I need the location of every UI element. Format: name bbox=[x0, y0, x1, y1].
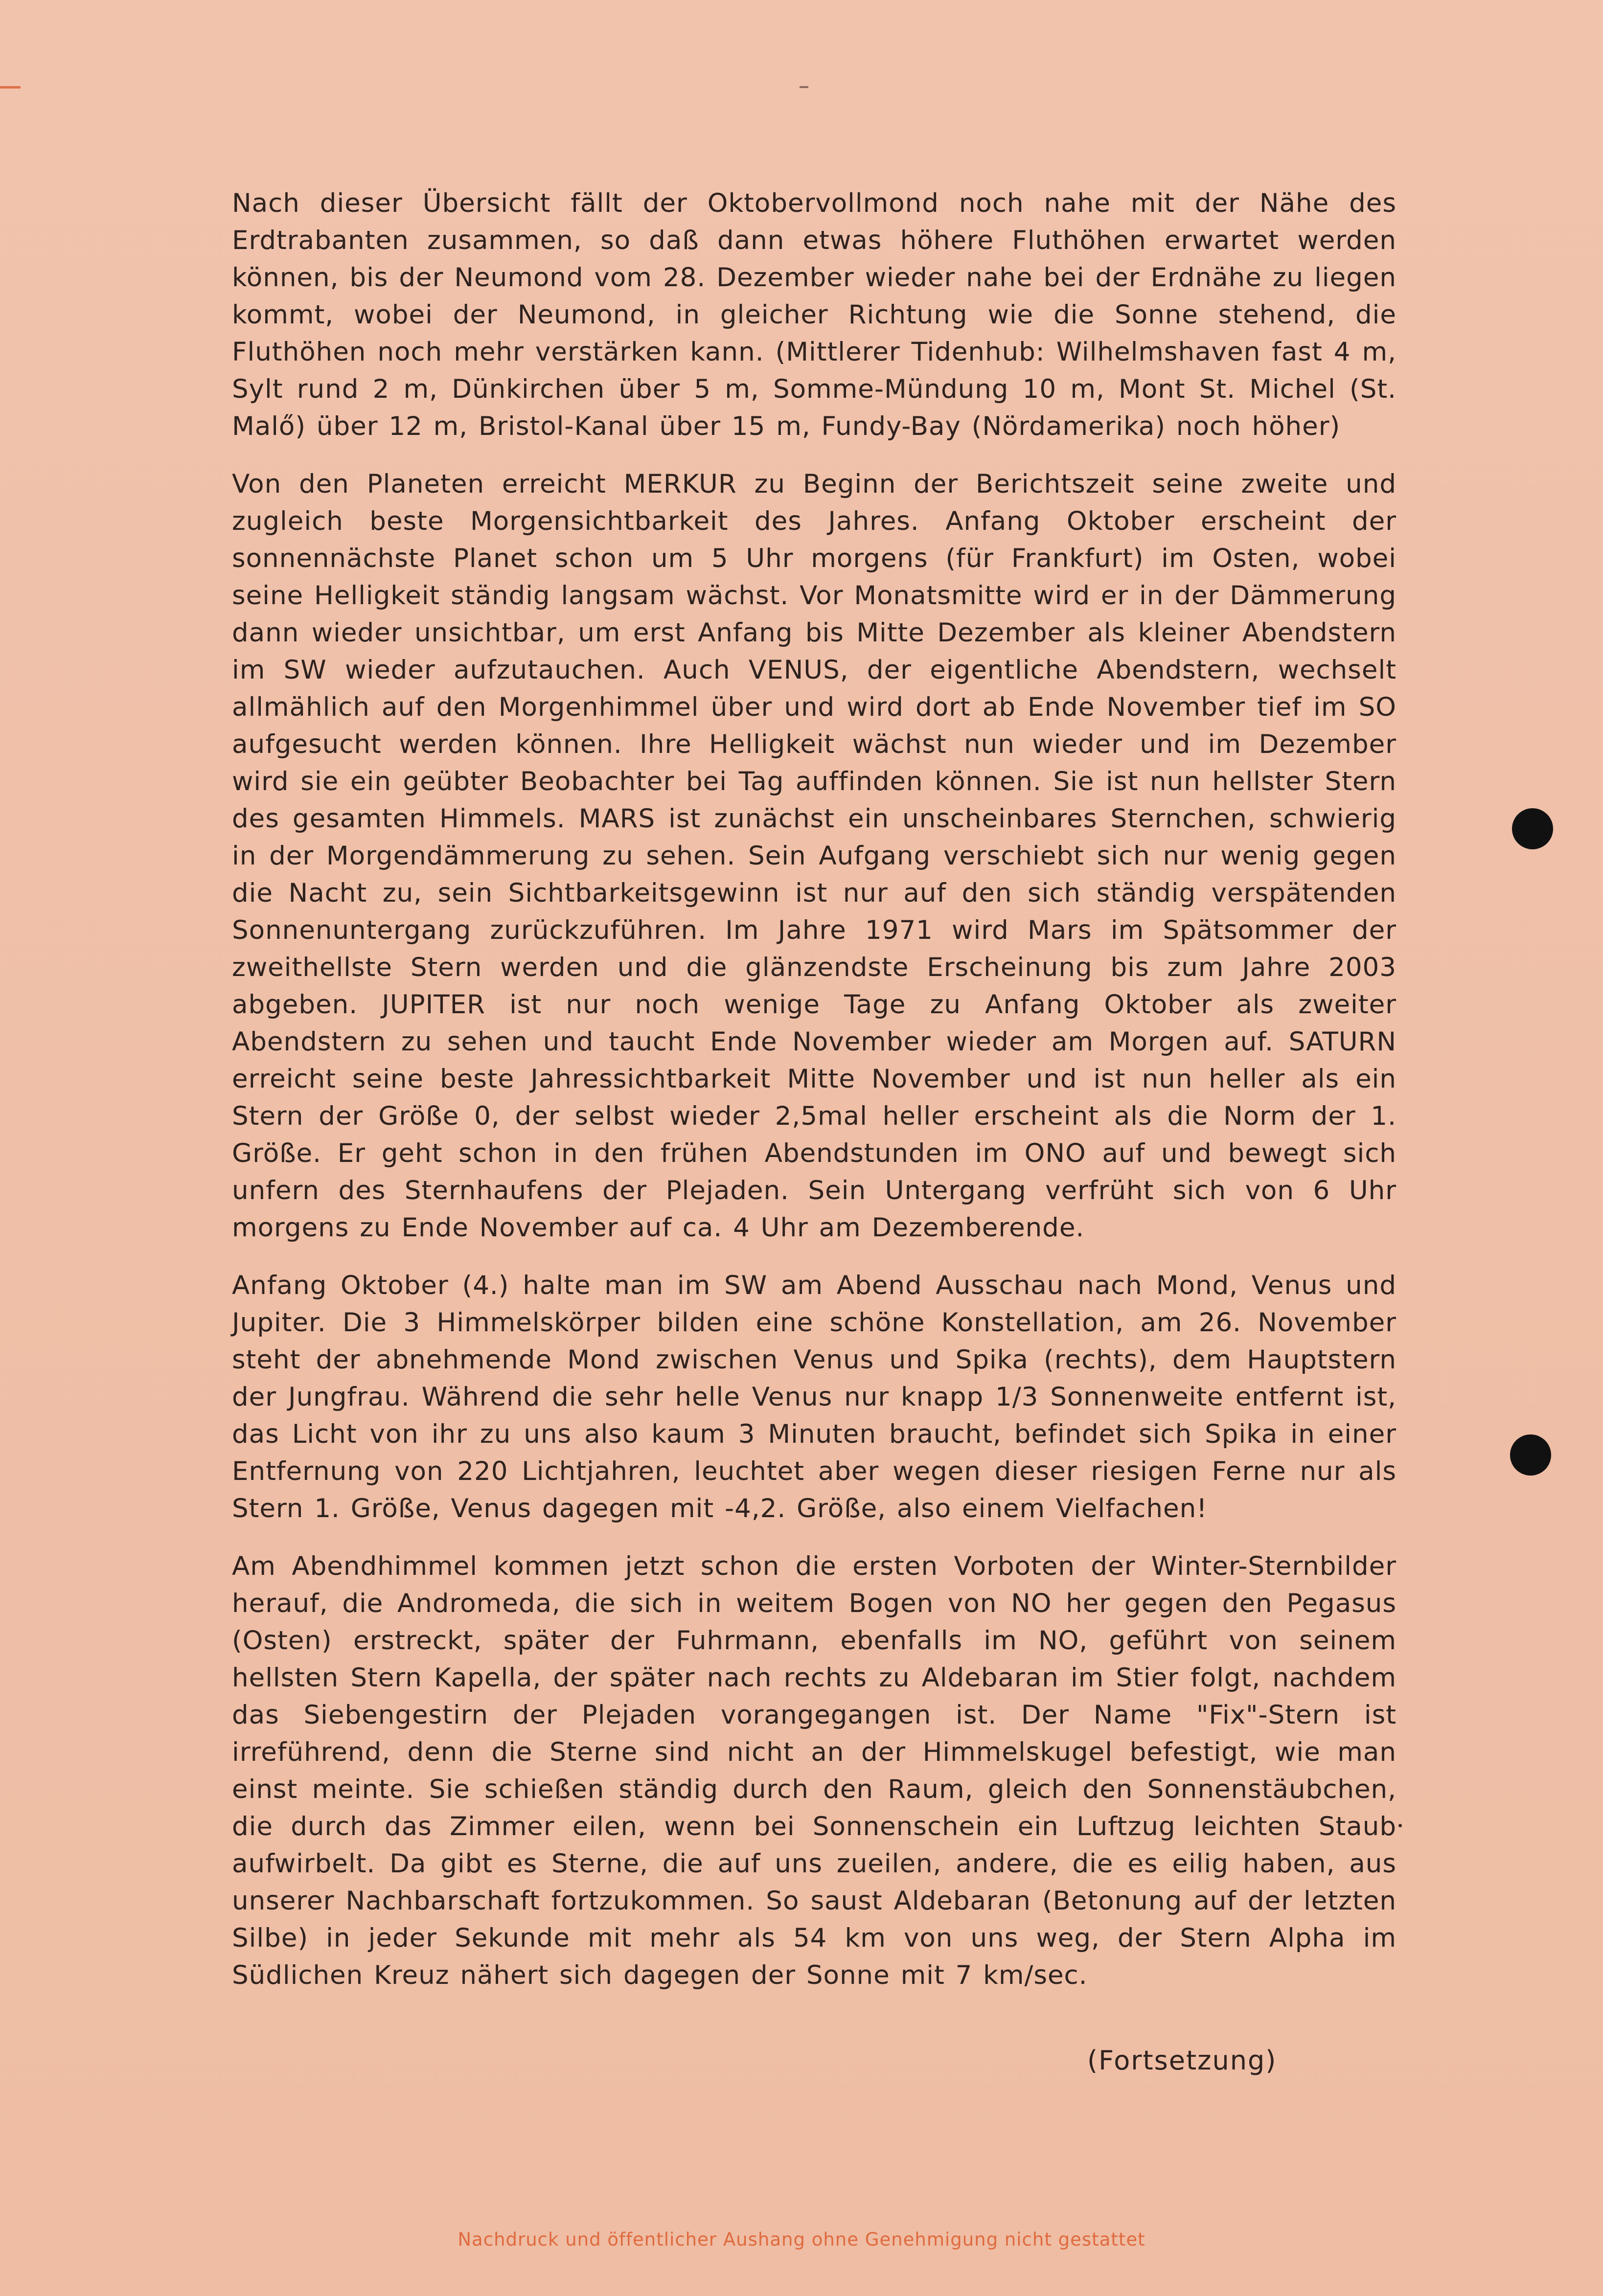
paragraph-planets: Von den Planeten erreicht MERKUR zu Beginn der Berichtszeit seine zweite und zugleich beste Morgensichtbarkeit des Jahres. Anfang Oktober erscheint der sonnennächste Planet schon um 5 Uhr morgens (für Frankfurt) im Osten, wobei seine Helligkeit ständig langsam wächst. Vor Monatsmitte wird er in der Dämmerung dann wieder unsichtbar, um erst Anfang bis Mitte Dezember als kleiner Abendstern im SW wieder aufzutauchen. Auch VENUS, der eigentliche Abendstern, wechselt allmählich auf den Morgenhimmel über und wird dort ab Ende November tief im SO aufgesucht werden können. Ihre Helligkeit wächst nun wieder und im Dezember wird sie ein geübter Beobachter bei Tag auffinden können. Sie ist nun hellster Stern des gesamten Himmels. MARS ist zunächst ein unscheinbares Sternchen, schwierig in der Morgendämmerung zu sehen. Sein Aufgang verschiebt sich nur wenig gegen die Nacht zu, sein Sichtbarkeitsgewinn ist nur auf den sich ständig verspätenden Sonnenuntergang zurückzuführen. Im Jahre 1971 wird Mars im Spätsommer der zweithellste Stern werden und die glänzendste Erscheinung bis zum Jahre 2003 abgeben. JUPITER ist nur noch wenige Tage zu Anfang Oktober als zweiter Abendstern zu sehen und taucht Ende November wieder am Morgen auf. SATURN erreicht seine beste Jahressichtbarkeit Mitte November und ist nun heller als ein Stern der Größe 0, der selbst wieder 2,5mal heller erscheint als die Norm der 1. Größe. Er geht schon in den frühen Abendstunden im ONO auf und bewegt sich unfern des Sternhaufens der Plejaden. Sein Untergang verfrüht sich von 6 Uhr morgens zu Ende November auf ca. 4 Uhr am Dezemberende. bbox=[232, 469, 1397, 1243]
copyright-footer: Nachdruck und öffentlicher Aushang ohne Genehmigung nicht gestattet bbox=[458, 2229, 1145, 2250]
continuation-note: (Fortsetzung) bbox=[1087, 2045, 1277, 2076]
punch-hole-lower bbox=[1510, 1434, 1551, 1476]
punch-hole-upper bbox=[1512, 808, 1553, 849]
paragraph-winter-stars: Am Abendhimmel kommen jetzt schon die ersten Vorboten der Winter-Sternbilder herauf, die Andromeda, die sich in weitem Bogen von NO her gegen den Pegasus (Osten) erstreckt, später der Fuhrmann, ebenfalls im NO, geführt von seinem hellsten Stern Kapella, der später nach rechts zu Aldebaran im Stier folgt, nachdem das Siebengestirn der Plejaden vorangegangen ist. Der Name "Fix"-Stern ist irreführend, denn die Sterne sind nicht an der Himmelskugel befestigt, wie man einst meinte. Sie schießen ständig durch den Raum, gleich den Sonnenstäubchen, die durch das Zimmer eilen, wenn bei Sonnenschein ein Luftzug leichten Staub aufwirbelt. Da gibt es Sterne, die auf uns zueilen, andere, die es eilig haben, aus unserer Nachbarschaft fortzukommen. So saust Aldebaran (Betonung auf der letzten Silbe) in jeder Sekunde mit mehr als 54 km von uns weg, der Stern Alpha im Südlichen Kreuz nähert sich dagegen der Sonne mit 7 km/sec. bbox=[232, 1551, 1397, 1990]
paragraph-constellation: Anfang Oktober (4.) halte man im SW am Abend Ausschau nach Mond, Venus und Jupiter. Die 3 Himmelskörper bilden eine schöne Konstellation, am 26. November steht der abnehmende Mond zwischen Venus und Spika (rechts), dem Hauptstern der Jungfrau. Während die sehr helle Venus nur knapp 1/3 Sonnenweite entfernt ist, das Licht von ihr zu uns also kaum 3 Minuten braucht, befindet sich Spika in einer Entfernung von 220 Lichtjahren, leuchtet aber wegen dieser riesigen Ferne nur als Stern 1. Größe, Venus dagegen mit -4,2. Größe, also einem Vielfachen! bbox=[232, 1271, 1397, 1523]
fold-mark-top bbox=[800, 86, 808, 88]
paragraph-tides: Nach dieser Übersicht fällt der Oktobervollmond noch nahe mit der Nähe des Erdtrabanten zusammen, so daß dann etwas höhere Fluthöhen erwartet werden können, bis der Neumond vom 28. Dezember wieder nahe bei der Erdnähe zu liegen kommt, wobei der Neumond, in gleicher Richtung wie die Sonne stehend, die Fluthöhen noch mehr verstärken kann. (Mittlerer Tidenhub: Wilhelmshaven fast 4 m, Sylt rund 2 m, Dünkirchen über 5 m, Somme-Mündung 10 m, Mont St. Michel (St. Malő) über 12 m, Bristol-Kanal über 15 m, Fundy-Bay (Nördamerika) noch höher) bbox=[232, 188, 1397, 441]
body-text bbox=[232, 185, 1397, 2015]
fold-mark-left bbox=[0, 86, 21, 89]
ink-speck bbox=[1398, 1824, 1402, 1827]
